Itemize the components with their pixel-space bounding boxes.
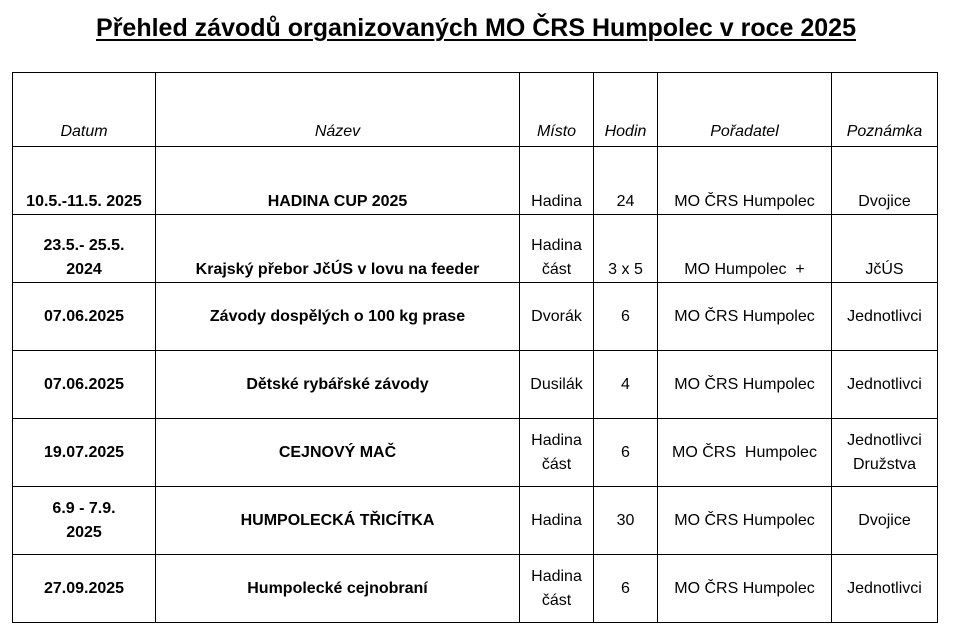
hours-cell: 3 x 5 bbox=[594, 215, 658, 283]
note-text: Dvojice bbox=[858, 511, 911, 529]
table-row bbox=[13, 487, 938, 555]
note-text: Družstva bbox=[852, 455, 917, 473]
note-cell bbox=[832, 419, 938, 487]
column-header-organizer: Pořadatel bbox=[658, 73, 832, 147]
hours-cell: 24 bbox=[594, 147, 658, 215]
note-cell bbox=[832, 147, 938, 215]
organizer-cell: MO ČRS Humpolec bbox=[658, 555, 832, 623]
page-title: Přehled závodů organizovaných MO ČRS Humpolec v roce 2025 bbox=[96, 14, 856, 42]
race-name-cell: Humpolecké cejnobraní bbox=[156, 555, 520, 623]
race-name-cell: CEJNOVÝ MAČ bbox=[156, 419, 520, 487]
place-text: část bbox=[541, 455, 572, 473]
organizer-cell: MO ČRS Humpolec bbox=[658, 351, 832, 419]
note-cell bbox=[832, 351, 938, 419]
hours-cell: 30 bbox=[594, 487, 658, 555]
organizer-cell: MO ČRS Humpolec bbox=[658, 487, 832, 555]
organizer-cell: MO ČRS Humpolec bbox=[658, 147, 832, 215]
column-header-place: Místo bbox=[520, 73, 594, 147]
note-text: Jednotlivci bbox=[847, 375, 922, 393]
table-row bbox=[13, 283, 938, 351]
place-text: Hadina bbox=[531, 567, 582, 585]
race-name-cell: HADINA CUP 2025 bbox=[156, 147, 520, 215]
date-cell bbox=[13, 351, 156, 419]
hours-cell: 6 bbox=[594, 283, 658, 351]
hours-cell: 6 bbox=[594, 419, 658, 487]
date-text: 2025 bbox=[66, 523, 102, 541]
date-text: 23.5.- 25.5. bbox=[43, 237, 125, 254]
place-text: Hadina bbox=[531, 431, 582, 449]
races-table bbox=[12, 72, 938, 623]
date-text: 27.09.2025 bbox=[43, 579, 125, 597]
hours-cell: 4 bbox=[594, 351, 658, 419]
place-cell bbox=[520, 487, 594, 555]
place-cell bbox=[520, 215, 594, 283]
date-text: 6.9 - 7.9. bbox=[52, 499, 116, 517]
date-cell bbox=[13, 215, 156, 283]
place-cell bbox=[520, 555, 594, 623]
race-name-cell: Závody dospělých o 100 kg prase bbox=[156, 283, 520, 351]
race-name-cell: HUMPOLECKÁ TŘICÍTKA bbox=[156, 487, 520, 555]
date-cell bbox=[13, 283, 156, 351]
date-text: 07.06.2025 bbox=[43, 375, 125, 393]
place-cell bbox=[520, 283, 594, 351]
race-name-cell: Dětské rybářské závody bbox=[156, 351, 520, 419]
date-text: 07.06.2025 bbox=[43, 307, 125, 325]
note-text: Dvojice bbox=[858, 193, 911, 210]
date-cell bbox=[13, 419, 156, 487]
place-cell bbox=[520, 351, 594, 419]
table-row bbox=[13, 555, 938, 623]
date-cell bbox=[13, 147, 156, 215]
place-text: část bbox=[541, 591, 572, 609]
place-text: Hadina bbox=[531, 193, 582, 210]
column-header-name: Název bbox=[156, 73, 520, 147]
date-text: 2024 bbox=[66, 261, 102, 278]
hours-cell: 6 bbox=[594, 555, 658, 623]
organizer-cell: MO ČRS Humpolec bbox=[658, 283, 832, 351]
table-row bbox=[13, 147, 938, 215]
note-cell bbox=[832, 487, 938, 555]
date-text: 10.5.-11.5. 2025 bbox=[26, 193, 142, 210]
place-cell bbox=[520, 419, 594, 487]
note-text: Jednotlivci bbox=[847, 579, 922, 597]
table-header-row bbox=[13, 73, 938, 147]
column-header-hours: Hodin bbox=[594, 73, 658, 147]
place-text: část bbox=[541, 261, 572, 278]
race-name-cell: Krajský přebor JčÚS v lovu na feeder bbox=[156, 215, 520, 283]
note-text: Jednotlivci bbox=[847, 431, 922, 449]
note-text: Jednotlivci bbox=[847, 307, 922, 325]
organizer-cell: MO Humpolec + bbox=[658, 215, 832, 283]
table-row bbox=[13, 351, 938, 419]
place-text: Dvorák bbox=[531, 307, 582, 325]
place-cell bbox=[520, 147, 594, 215]
note-text: JčÚS bbox=[865, 261, 904, 278]
date-cell bbox=[13, 555, 156, 623]
note-cell bbox=[832, 283, 938, 351]
date-cell bbox=[13, 487, 156, 555]
organizer-cell: MO ČRS Humpolec bbox=[658, 419, 832, 487]
place-text: Hadina bbox=[531, 237, 582, 254]
table-row bbox=[13, 419, 938, 487]
place-text: Hadina bbox=[531, 511, 582, 529]
date-text: 19.07.2025 bbox=[43, 443, 125, 461]
table-row bbox=[13, 215, 938, 283]
note-cell bbox=[832, 555, 938, 623]
place-text: Dusilák bbox=[530, 375, 583, 393]
column-header-date: Datum bbox=[13, 73, 156, 147]
note-cell bbox=[832, 215, 938, 283]
column-header-note: Poznámka bbox=[832, 73, 938, 147]
